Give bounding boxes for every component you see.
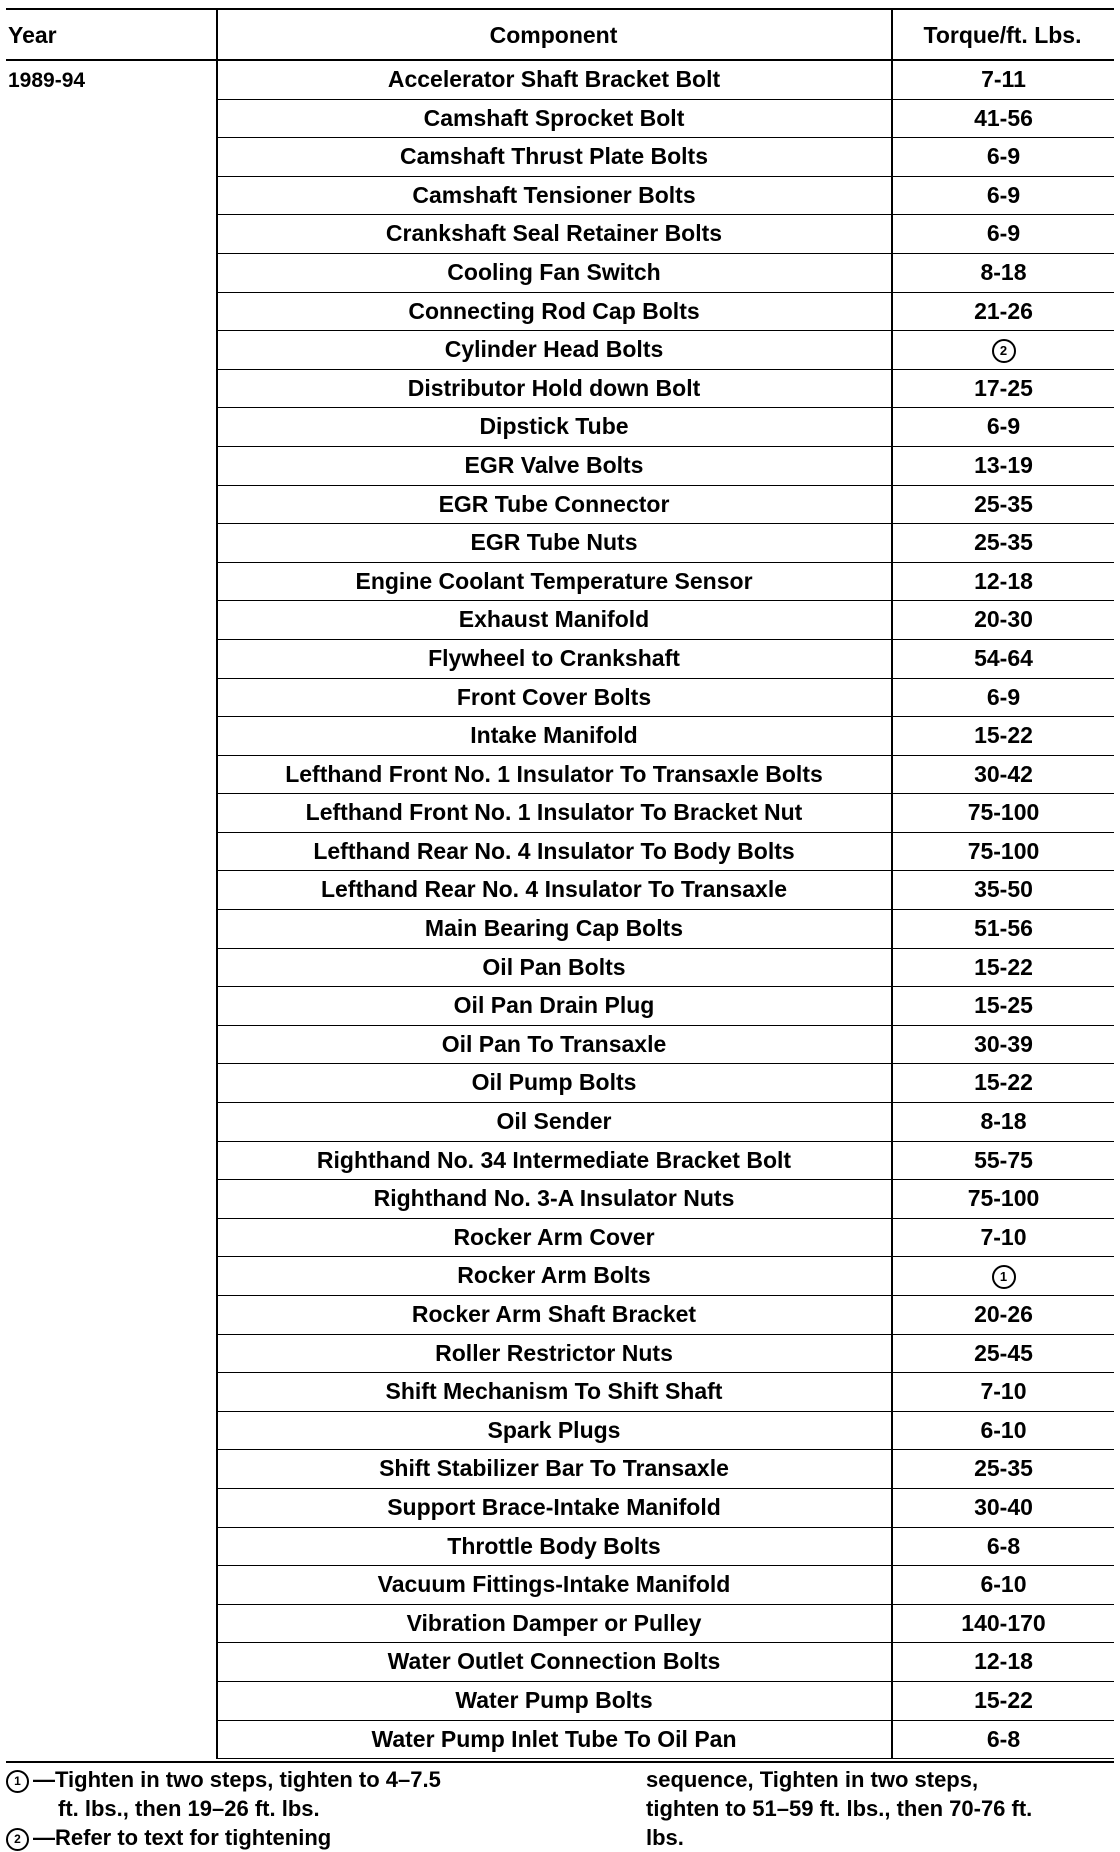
component-cell: Camshaft Sprocket Bolt	[217, 100, 891, 139]
torque-cell: 6-9	[891, 408, 1114, 447]
footnote-2-line-1: —Refer to text for tightening	[33, 1825, 332, 1851]
torque-cell: 12-18	[891, 1643, 1114, 1682]
table-header	[6, 8, 1114, 61]
footnote-2-continued	[646, 1765, 1032, 1852]
footnote-1-line-2: ft. lbs., then 19–26 ft. lbs.	[58, 1796, 320, 1822]
footnote-ref-2-icon: 2	[992, 339, 1016, 363]
table-row	[6, 1412, 1114, 1451]
header-torque: Torque/ft. Lbs.	[923, 22, 1082, 48]
torque-cell: 6-9	[891, 138, 1114, 177]
torque-cell: 15-22	[891, 717, 1114, 756]
component-cell: Lefthand Front No. 1 Insulator To Bracket Nut	[217, 794, 891, 833]
torque-cell: 15-22	[891, 1682, 1114, 1721]
component-cell: Throttle Body Bolts	[217, 1528, 891, 1567]
table-row	[6, 1450, 1114, 1489]
component-cell: Rocker Arm Bolts	[217, 1257, 891, 1296]
component-cell: Camshaft Thrust Plate Bolts	[217, 138, 891, 177]
component-cell: Water Outlet Connection Bolts	[217, 1643, 891, 1682]
table-row	[6, 1335, 1114, 1374]
torque-cell: 7-10	[891, 1219, 1114, 1258]
component-cell: Shift Mechanism To Shift Shaft	[217, 1373, 891, 1412]
torque-cell: 140-170	[891, 1605, 1114, 1644]
torque-cell: 6-10	[891, 1566, 1114, 1605]
component-cell: Engine Coolant Temperature Sensor	[217, 563, 891, 602]
component-cell: Front Cover Bolts	[217, 679, 891, 718]
table-row	[6, 1296, 1114, 1335]
component-cell: Oil Pan To Transaxle	[217, 1026, 891, 1065]
component-cell: Roller Restrictor Nuts	[217, 1335, 891, 1374]
torque-cell: 13-19	[891, 447, 1114, 486]
component-cell: Water Pump Bolts	[217, 1682, 891, 1721]
table-row	[6, 61, 1114, 100]
torque-cell: 51-56	[891, 910, 1114, 949]
torque-spec-page	[6, 8, 1114, 1851]
table-row	[6, 408, 1114, 447]
torque-cell: 55-75	[891, 1142, 1114, 1181]
torque-cell: 20-30	[891, 601, 1114, 640]
table-row	[6, 1489, 1114, 1528]
table-row	[6, 1142, 1114, 1181]
table-row	[6, 871, 1114, 910]
torque-cell: 8-18	[891, 254, 1114, 293]
footnote-2-marker-icon: 2	[6, 1828, 29, 1851]
torque-cell: 30-39	[891, 1026, 1114, 1065]
footnote-divider	[6, 1761, 1114, 1763]
table-row	[6, 756, 1114, 795]
footnote-1	[6, 1765, 441, 1852]
torque-cell	[891, 1257, 1114, 1296]
footnote-ref-1-icon: 1	[992, 1265, 1016, 1289]
torque-cell: 20-26	[891, 1296, 1114, 1335]
component-cell: Rocker Arm Cover	[217, 1219, 891, 1258]
header-year: Year	[8, 22, 57, 48]
table-row	[6, 833, 1114, 872]
table-row	[6, 1682, 1114, 1721]
component-cell: Righthand No. 34 Intermediate Bracket Bolt	[217, 1142, 891, 1181]
year-cell: 1989-94	[8, 69, 86, 92]
torque-cell: 75-100	[891, 833, 1114, 872]
table-row	[6, 215, 1114, 254]
torque-cell: 15-22	[891, 1064, 1114, 1103]
component-cell: Lefthand Front No. 1 Insulator To Transaxle Bolts	[217, 756, 891, 795]
torque-cell: 54-64	[891, 640, 1114, 679]
torque-table	[6, 61, 1114, 1759]
torque-cell: 7-10	[891, 1373, 1114, 1412]
table-row	[6, 1528, 1114, 1567]
torque-cell: 6-10	[891, 1412, 1114, 1451]
component-cell: Accelerator Shaft Bracket Bolt	[217, 61, 891, 100]
footnote-1-line-1: —Tighten in two steps, tighten to 4–7.5	[33, 1767, 441, 1793]
component-cell: Support Brace-Intake Manifold	[217, 1489, 891, 1528]
component-cell: Oil Pan Bolts	[217, 949, 891, 988]
footnote-2-line-3: tighten to 51–59 ft. lbs., then 70-76 ft.	[646, 1796, 1033, 1822]
torque-cell: 6-8	[891, 1721, 1114, 1760]
component-cell: Cooling Fan Switch	[217, 254, 891, 293]
table-row	[6, 370, 1114, 409]
torque-cell: 75-100	[891, 1180, 1114, 1219]
table-row	[6, 910, 1114, 949]
component-cell: Water Pump Inlet Tube To Oil Pan	[217, 1721, 891, 1760]
torque-cell: 6-8	[891, 1528, 1114, 1567]
torque-cell: 6-9	[891, 177, 1114, 216]
torque-cell: 8-18	[891, 1103, 1114, 1142]
table-row	[6, 447, 1114, 486]
component-cell: Flywheel to Crankshaft	[217, 640, 891, 679]
component-cell: Vibration Damper or Pulley	[217, 1605, 891, 1644]
component-cell: Oil Pump Bolts	[217, 1064, 891, 1103]
table-row	[6, 679, 1114, 718]
torque-cell: 7-11	[891, 61, 1114, 100]
component-cell: Vacuum Fittings-Intake Manifold	[217, 1566, 891, 1605]
table-row	[6, 524, 1114, 563]
component-cell: Cylinder Head Bolts	[217, 331, 891, 370]
component-cell: Lefthand Rear No. 4 Insulator To Body Bolts	[217, 833, 891, 872]
torque-cell: 30-42	[891, 756, 1114, 795]
torque-cell: 30-40	[891, 1489, 1114, 1528]
component-cell: EGR Tube Connector	[217, 486, 891, 525]
table-row	[6, 1373, 1114, 1412]
torque-cell: 35-50	[891, 871, 1114, 910]
torque-cell: 15-22	[891, 949, 1114, 988]
torque-cell: 41-56	[891, 100, 1114, 139]
table-row	[6, 717, 1114, 756]
table-row	[6, 1064, 1114, 1103]
table-row	[6, 486, 1114, 525]
table-row	[6, 1219, 1114, 1258]
component-cell: Main Bearing Cap Bolts	[217, 910, 891, 949]
component-cell: Shift Stabilizer Bar To Transaxle	[217, 1450, 891, 1489]
table-row	[6, 254, 1114, 293]
table-row	[6, 138, 1114, 177]
footnote-2-line-2: sequence, Tighten in two steps,	[646, 1767, 979, 1793]
table-row	[6, 1103, 1114, 1142]
header-component: Component	[489, 22, 618, 48]
torque-cell	[891, 331, 1114, 370]
table-row	[6, 293, 1114, 332]
component-cell: Camshaft Tensioner Bolts	[217, 177, 891, 216]
component-cell: Crankshaft Seal Retainer Bolts	[217, 215, 891, 254]
torque-cell: 75-100	[891, 794, 1114, 833]
table-row	[6, 987, 1114, 1026]
table-row	[6, 1643, 1114, 1682]
table-row	[6, 1180, 1114, 1219]
component-cell: Dipstick Tube	[217, 408, 891, 447]
component-cell: Oil Pan Drain Plug	[217, 987, 891, 1026]
component-cell: Intake Manifold	[217, 717, 891, 756]
table-row	[6, 794, 1114, 833]
torque-cell: 15-25	[891, 987, 1114, 1026]
table-row	[6, 563, 1114, 602]
component-cell: Righthand No. 3-A Insulator Nuts	[217, 1180, 891, 1219]
torque-cell: 25-45	[891, 1335, 1114, 1374]
table-row	[6, 1566, 1114, 1605]
torque-cell: 21-26	[891, 293, 1114, 332]
table-row	[6, 949, 1114, 988]
torque-cell: 17-25	[891, 370, 1114, 409]
table-row	[6, 1257, 1114, 1296]
component-cell: Oil Sender	[217, 1103, 891, 1142]
torque-cell: 12-18	[891, 563, 1114, 602]
table-row	[6, 1026, 1114, 1065]
table-row	[6, 640, 1114, 679]
component-cell: Distributor Hold down Bolt	[217, 370, 891, 409]
torque-cell: 25-35	[891, 524, 1114, 563]
component-cell: Connecting Rod Cap Bolts	[217, 293, 891, 332]
torque-cell: 6-9	[891, 215, 1114, 254]
table-row	[6, 1721, 1114, 1760]
torque-cell: 6-9	[891, 679, 1114, 718]
table-row	[6, 331, 1114, 370]
component-cell: EGR Tube Nuts	[217, 524, 891, 563]
component-cell: Spark Plugs	[217, 1412, 891, 1451]
table-row	[6, 601, 1114, 640]
component-cell: Lefthand Rear No. 4 Insulator To Transaxle	[217, 871, 891, 910]
component-cell: Exhaust Manifold	[217, 601, 891, 640]
torque-cell: 25-35	[891, 1450, 1114, 1489]
component-cell: EGR Valve Bolts	[217, 447, 891, 486]
footnote-2-line-4: lbs.	[646, 1825, 684, 1851]
table-row	[6, 177, 1114, 216]
table-row	[6, 1605, 1114, 1644]
component-cell: Rocker Arm Shaft Bracket	[217, 1296, 891, 1335]
torque-cell: 25-35	[891, 486, 1114, 525]
table-row	[6, 100, 1114, 139]
footnote-1-marker-icon: 1	[6, 1770, 29, 1793]
